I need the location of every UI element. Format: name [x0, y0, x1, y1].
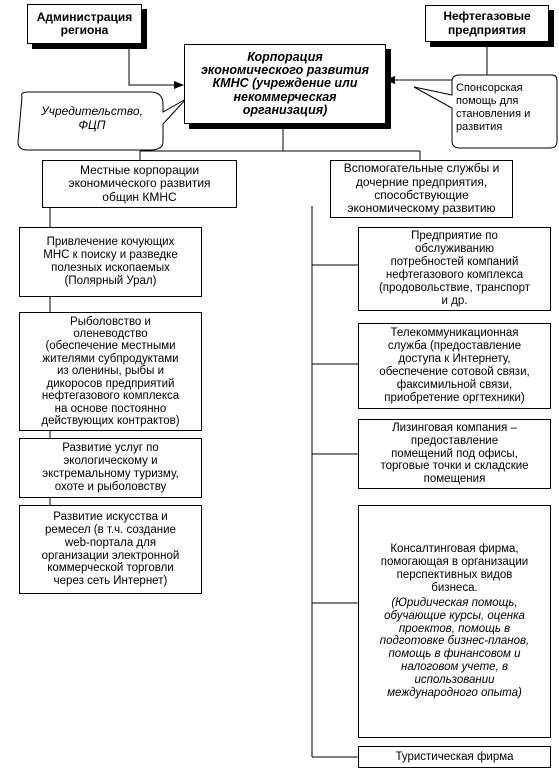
- box-oil-gas: [425, 5, 549, 42]
- admin-region-label: Администрация региона: [36, 9, 133, 37]
- aux-services-label: Вспомогательные службы и дочерние предприятия, способствующие экономическому развитию: [343, 161, 500, 216]
- right-item-3: [358, 419, 551, 489]
- right-item-2: [358, 323, 551, 409]
- right-item-tourist: [358, 746, 551, 768]
- left-item-4: [19, 505, 202, 594]
- box-aux-services: [330, 160, 513, 218]
- local-corps-label: Местные корпорации экономического развития общин КМНС: [68, 162, 211, 204]
- right-item-consulting: [358, 505, 551, 738]
- oil-gas-label: Нефтегазовые предприятия: [443, 9, 531, 37]
- right-item-1: [358, 227, 551, 311]
- right-item-tourist-label: Туристическая фирма: [395, 750, 514, 763]
- right-item-3-label: Лизинговая компания – предоставление помещений под офисы, торговые точки и складские помещения: [380, 421, 529, 486]
- left-item-3-label: Развитие услуг по экологическому и экстремальному туризму, охоте и рыболовству: [42, 442, 179, 493]
- arrow-oilgas-to-corp: [386, 40, 487, 80]
- corporation-label: Корпорация экономического развития КМНС (учреждение или некоммерческая организация): [201, 49, 369, 117]
- consulting-main-label: Консалтинговая фирма, помогающая в организации перспективных видов бизнеса.: [380, 543, 529, 594]
- sponsor-label: Спонсорская помощь для становления и развития: [456, 82, 531, 133]
- left-item-1: [19, 227, 202, 297]
- arrow-admin-to-corp: [129, 40, 183, 85]
- left-item-2: [19, 312, 202, 431]
- left-item-2-label: Рыболовство и оленеводство (обеспечение местными жителями субпродуктами из оленины, рыбы и дикоросов предприятий нефтегазового комплекса на основе постоянно действующих контрактов): [41, 315, 180, 427]
- left-item-1-label: Привлечение кочующих МНС к поиску и разведке полезных ископаемых (Полярный Урал): [43, 236, 178, 287]
- box-admin-region: [27, 4, 142, 44]
- consulting-detail-label: (Юридическая помощь, обучающие курсы, оценка проектов, помощь в подготовке бизнес-планов, помощь в финансовом и налоговом учете, в использовании международного опыта): [379, 596, 530, 699]
- left-item-4-label: Развитие искусства и ремесел (в т.ч. создание web-портала для организации электронной коммерческой торговли через сеть Интернет): [41, 510, 180, 588]
- founders-label: Учредительство, ФЦП: [41, 104, 143, 133]
- right-item-2-label: Телекоммуникационная служба (предоставление доступа к Интернету, обеспечение сотовой связи, факсимильной связи, приобретение оргтехники): [379, 327, 530, 404]
- right-item-1-label: Предприятие по обслуживанию потребностей компаний нефтегазового комплекса (продовольствие, транспорт и др.: [378, 230, 531, 307]
- left-item-3: [19, 438, 202, 498]
- box-corporation: [184, 44, 386, 124]
- box-local-corps: [42, 160, 237, 208]
